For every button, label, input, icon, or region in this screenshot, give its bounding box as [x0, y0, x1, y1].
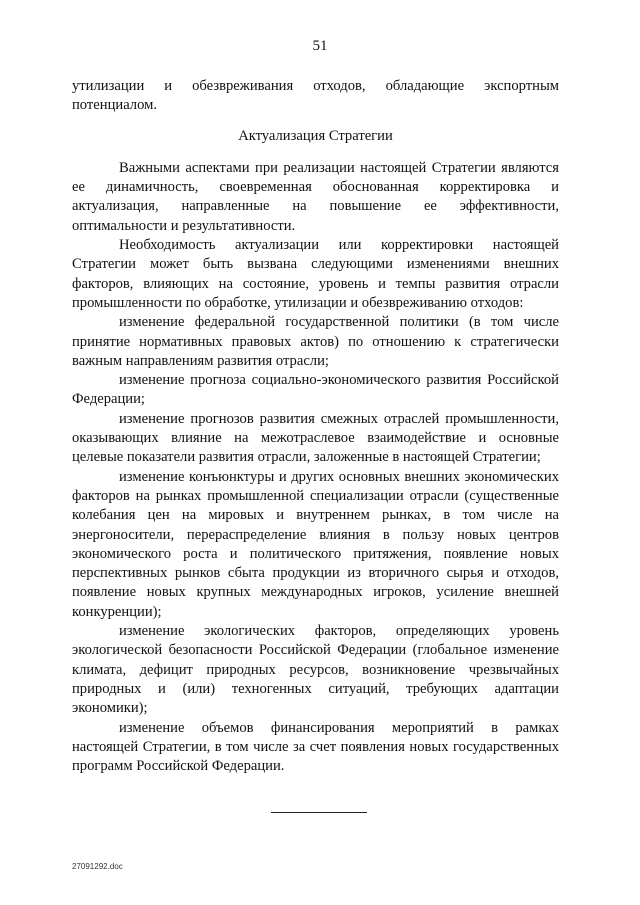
- section-heading: Актуализация Стратегии: [238, 127, 393, 144]
- list-item: изменение прогнозов развития смежных отраслей промышленности, оказывающих влияние на межотраслевое взаимодействие и основные целевые показатели развития отрасли, заложенные в настоящей Стратегии;: [72, 410, 559, 466]
- end-divider: [271, 812, 367, 813]
- document-body: [72, 77, 559, 776]
- list-item: изменение экологических факторов, определяющих уровень экологической безопасности Российской Федерации (глобальное изменение климата, дефицит природных ресурсов, возникновение чрезвычайных природных и (или) техногенных ситуаций, требующих адаптации экономики);: [72, 623, 559, 717]
- footer-doc-id: 27091292.doc: [72, 862, 123, 871]
- list-item: изменение федеральной государственной политики (в том числе принятие нормативных правовых актов) по отношению к стратегически важным направлениям развития отрасли;: [72, 314, 559, 369]
- list-item: изменение объемов финансирования мероприятий в рамках настоящей Стратегии, в том числе за счет появления новых государственных программ Российской Федерации.: [72, 719, 559, 775]
- page-number: 51: [312, 38, 328, 54]
- paragraph-continuation: утилизации и обезвреживания отходов, обладающие экспортным потенциалом.: [72, 78, 559, 114]
- list-item: изменение прогноза социально-экономического развития Российской Федерации;: [72, 372, 559, 408]
- paragraph: Необходимость актуализации или корректировки настоящей Стратегии может быть вызвана следующими изменениями внешних факторов, влияющих на состояние, уровень и темпы развития отрасли промышленности по обработке, утилизации и обезвреживанию отходов:: [72, 237, 559, 311]
- list-item: изменение конъюнктуры и других основных внешних экономических факторов на рынках промышленной специализации отрасли (существенные колебания цен на мировых и внутреннем рынках, в том числе на энергоносители, перераспределение влияния в пользу новых центров экономического роста и политического притяжения, появление новых перспективных рынков сбыта продукции из вторичного сырья и отходов, появление новых крупных международных игроков, усиление внешней конкуренции);: [72, 468, 559, 620]
- paragraph: Важными аспектами при реализации настоящей Стратегии являются ее динамичность, своевременная обоснованная корректировка и актуализация, направленные на повышение ее эффективности, оптимальности и результативности.: [72, 159, 559, 234]
